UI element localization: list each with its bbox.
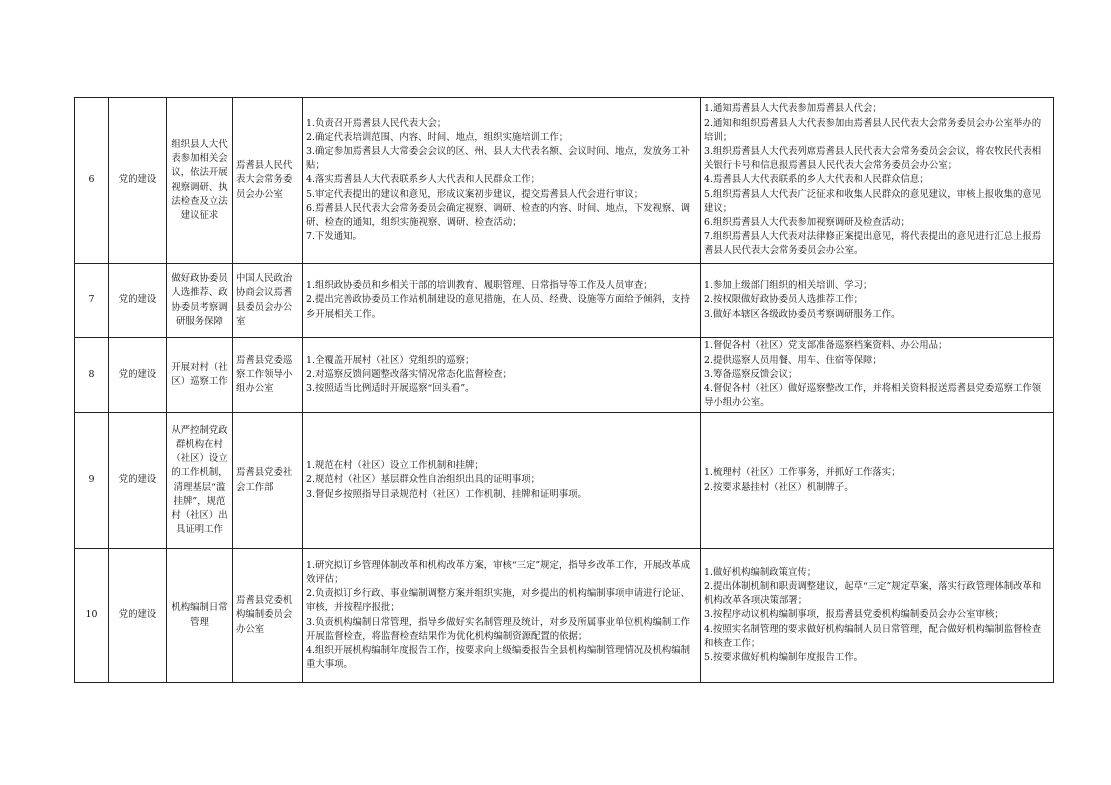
township-duty-line: 4.按照实名制管理的要求做好机构编制人员日常管理，配合做好机构编制监督检查和核查工作；	[704, 623, 1042, 649]
county-duties-cell	[303, 338, 701, 413]
county-duty-line: 2.负责拟订乡行政、事业编制调整方案并组织实施，对乡提出的机构编制事项申请进行论证、审核，并按程序报批；	[306, 588, 690, 614]
township-duty-line: 7.组织焉耆县人大代表对法律修正案提出意见，将代表提出的意见进行汇总上报焉耆县人民代表大会常务委员会办公室。	[704, 231, 1042, 257]
duty-item-cell: 从严控制党政群机构在村（社区）设立的工作机制，清理基层“滥挂牌”，规范村（社区）出具证明工作	[167, 413, 233, 549]
county-duty-line: 1.规范在村（社区）设立工作机制和挂牌；	[306, 460, 484, 472]
township-duty-line: 1.督促各村（社区）党支部准备巡察档案资料、办公用品；	[704, 340, 948, 352]
category-cell: 党的建设	[109, 338, 167, 413]
township-duties-cell	[701, 549, 1054, 683]
township-duties-cell	[701, 264, 1054, 338]
county-duty-line: 5.审定代表提出的建议和意见，形成议案初步建议，提交焉耆县人代会进行审议；	[306, 188, 644, 200]
county-duty-line: 1.研究拟订乡管理体制改革和机构改革方案，审核“三定”规定，指导乡改革工作，开展改革成效评估；	[306, 559, 691, 585]
duty-item-cell: 开展对村（社区）巡察工作	[167, 338, 233, 413]
county-duty-line: 3.负责机构编制日常管理，指导乡做好实名制管理及统计，对乡及所属事业单位机构编制工作开展监督检查，将监督检查结果作为优化机构编制资源配置的依据；	[306, 616, 690, 642]
county-duty-line: 1.全覆盖开展村（社区）党组织的巡察；	[306, 354, 475, 366]
table-row	[75, 264, 1054, 338]
township-duty-line: 2.通知和组织焉耆县人大代表参加由焉耆县人民代表大会常务委员会办公室举办的培训；	[704, 117, 1042, 143]
county-duty-line: 1.组织政协委员和乡相关干部的培训教育、履职管理、日常指导等工作及人员审查；	[306, 280, 653, 292]
table-row	[75, 98, 1054, 264]
county-duty-line: 3.督促乡按照指导目录规范村（社区）工作机制、挂牌和证明事项。	[306, 488, 587, 500]
township-duty-line: 2.按权限做好政协委员人选推荐工作；	[704, 294, 863, 306]
county-duties-cell	[303, 413, 701, 549]
county-duty-line: 2.提出完善政协委员工作站机制建设的意见措施，在人员、经费、设施等方面给予倾斜，支持乡开展相关工作。	[306, 294, 690, 320]
township-duty-line: 2.提出体制机制和职责调整建议，起草“三定”规定草案，落实行政管理体制改革和机构改革各项决策部署；	[704, 580, 1042, 607]
county-duties-cell	[303, 549, 701, 683]
county-duty-line: 2.对巡察反馈问题整改落实情况常态化监督检查；	[306, 368, 512, 380]
township-duty-line: 6.组织焉耆县人大代表参加视察调研及检查活动；	[704, 217, 910, 228]
township-duty-line: 3.做好本辖区各级政协委员考察调研服务工作。	[704, 308, 901, 320]
township-duty-line: 5.按要求做好机构编制年度报告工作。	[704, 652, 863, 663]
township-duty-line: 2.按要求悬挂村（社区）机制牌子。	[704, 481, 854, 493]
township-duty-line: 1.做好机构编制政策宣传；	[704, 566, 817, 578]
category-cell: 党的建设	[109, 549, 167, 683]
county-duties-cell	[303, 98, 701, 264]
duty-item-cell: 机构编制日常管理	[167, 549, 233, 683]
county-duty-line: 4.落实焉耆县人大代表联系乡人大代表和人民群众工作；	[306, 174, 540, 186]
row-number-cell: 7	[75, 264, 109, 338]
county-duty-line: 4.组织开展机构编制年度报告工作，按要求向上级编委报告全县机构编制管理情况及机构编制重大事项。	[306, 644, 690, 671]
row-number-cell: 9	[75, 413, 109, 549]
category-cell: 党的建设	[109, 98, 167, 264]
category-cell: 党的建设	[109, 413, 167, 549]
township-duty-line: 4.督促各村（社区）做好巡察整改工作，并将相关资料报送焉耆县党委巡察工作领导小组办公室。	[704, 383, 1042, 409]
row-number-cell: 10	[75, 549, 109, 683]
county-duty-line: 3.按照适当比例适时开展巡察“回头看”。	[306, 383, 475, 395]
township-duties-cell	[701, 98, 1054, 264]
county-duty-line: 1.负责召开焉耆县人民代表大会；	[306, 117, 447, 129]
table-row	[75, 549, 1054, 683]
responsible-department-cell: 焉耆县党委机构编制委员会办公室	[233, 549, 303, 683]
responsible-department-cell: 焉耆县党委社会工作部	[233, 413, 303, 549]
duty-item-cell: 组织县人大代表参加相关会议，依法开展视察调研、执法检查及立法建议征求	[167, 98, 233, 264]
responsible-department-cell: 焉耆县人民代表大会常务委员会办公室	[233, 98, 303, 264]
township-duty-line: 3.按程序动议机构编制事项，报焉耆县党委机构编制委员会办公室审核；	[704, 609, 1004, 621]
duty-list-table	[74, 97, 1054, 683]
table-row	[75, 338, 1054, 413]
duty-item-cell: 做好政协委员人选推荐、政协委员考察调研服务保障	[167, 264, 233, 338]
row-number-cell: 8	[75, 338, 109, 413]
table-row	[75, 413, 1054, 549]
township-duties-cell	[701, 338, 1054, 413]
township-duty-line: 4.焉耆县人大代表联系的乡人大代表和人民群众信息；	[704, 174, 929, 186]
township-duty-line: 2.提供巡察人员用餐、用车、住宿等保障；	[704, 354, 882, 366]
township-duties-cell	[701, 413, 1054, 549]
county-duty-line: 3.确定参加焉耆县人大常委会会议的区、州、县人大代表名额、会议时间、地点，发放务工补贴；	[306, 145, 690, 172]
county-duty-line: 7.下发通知。	[306, 231, 362, 243]
table-body	[75, 98, 1054, 683]
county-duty-line: 2.确定代表培训范围、内容、时间、地点，组织实施培训工作；	[306, 131, 569, 143]
county-duty-line: 2.规范村（社区）基层群众性自治组织出具的证明事项；	[306, 474, 540, 486]
township-duty-line: 1.参加上级部门组织的相关培训、学习；	[704, 280, 873, 292]
category-cell: 党的建设	[109, 264, 167, 338]
county-duties-cell	[303, 264, 701, 338]
township-duty-line: 1.梳理村（社区）工作事务，并抓好工作落实；	[704, 467, 901, 479]
row-number-cell: 6	[75, 98, 109, 264]
township-duty-line: 1.通知焉耆县人大代表参加焉耆县人代会；	[704, 103, 882, 115]
responsible-department-cell: 中国人民政治协商会议焉耆县委员会办公室	[233, 264, 303, 338]
responsible-department-cell: 焉耆县党委巡察工作领导小组办公室	[233, 338, 303, 413]
county-duty-line: 6.焉耆县人民代表大会常务委员会确定视察、调研、检查的内容、时间、地点，下发视察、调研、检查的通知，组织实施视察、调研、检查活动；	[306, 202, 690, 228]
township-duty-line: 3.筹备巡察反馈会议；	[704, 368, 798, 380]
township-duty-line: 3.组织焉耆县人大代表列席焉耆县人民代表大会常务委员会会议，将农牧民代表相关银行卡号和信息报焉耆县人民代表大会常务委员会办公室；	[704, 145, 1042, 172]
township-duty-line: 5.组织焉耆县人大代表广泛征求和收集人民群众的意见建议，审核上报收集的意见建议；	[704, 188, 1042, 214]
